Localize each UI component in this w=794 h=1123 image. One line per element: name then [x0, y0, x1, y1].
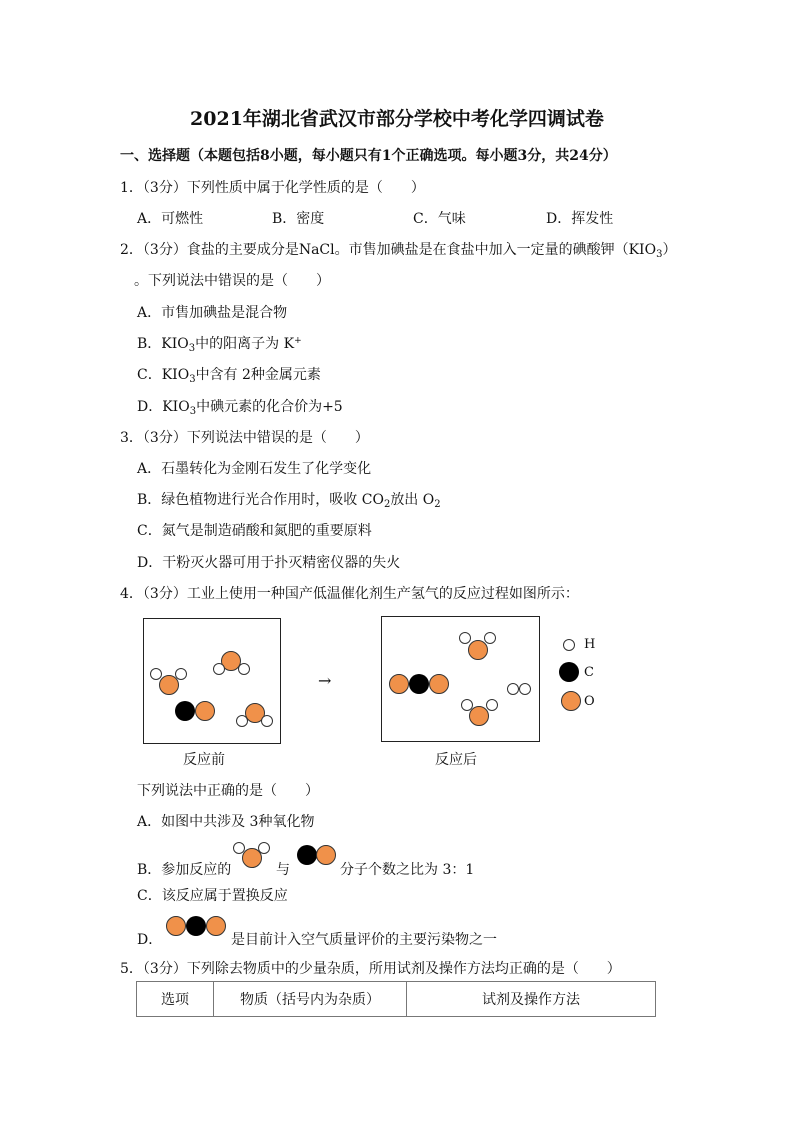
header-method: 试剂及操作方法	[407, 982, 656, 1017]
oxygen-atom	[316, 845, 336, 865]
q3-option-b[interactable]: B．绿色植物进行光合作用时，吸收 $CO_2$放出 $O_2$	[137, 492, 441, 510]
hydrogen-atom	[519, 683, 531, 695]
reaction-after-box	[381, 616, 540, 742]
carbon-atom	[409, 674, 429, 694]
oxygen-atom	[429, 674, 449, 694]
hydrogen-atom	[236, 715, 248, 727]
before-caption: 反应前	[183, 752, 225, 768]
q4-option-b-ratio: 分子个数之比为 3：1	[340, 862, 475, 878]
reaction-before-box	[143, 618, 281, 744]
q4-option-d[interactable]: D．	[137, 932, 163, 948]
hydrogen-atom	[461, 699, 473, 711]
carbon-atom	[186, 916, 206, 936]
after-caption: 反应后	[435, 752, 477, 768]
carbon-atom	[175, 701, 195, 721]
hydrogen-atom	[261, 715, 273, 727]
q2-stem: 2．（3分）食盐的主要成分是NaCl。市售加碘盐是在食盐中加入一定量的碘酸钾$(KIO_3)$	[120, 242, 677, 260]
header-option: 选项	[137, 982, 214, 1017]
q2-stem-cont: 。下列说法中错误的是（ ）	[134, 273, 330, 289]
hydrogen-atom	[486, 699, 498, 711]
q2-option-d[interactable]: D．$KIO_3$中碘元素的化合价为+5	[137, 399, 343, 417]
hydrogen-atom	[484, 632, 496, 644]
reaction-arrow: →	[318, 671, 332, 690]
oxygen-atom	[468, 640, 488, 660]
legend-carbon-icon	[559, 662, 579, 682]
q1-option-b[interactable]: B．密度	[272, 211, 325, 227]
hydrogen-atom	[213, 663, 225, 675]
oxygen-atom	[206, 916, 226, 936]
legend-hydrogen-icon	[563, 639, 575, 651]
oxygen-atom	[195, 701, 215, 721]
q2-option-a[interactable]: A．市售加碘盐是混合物	[137, 305, 288, 321]
legend-o-label: O	[584, 694, 595, 709]
legend-h-label: H	[584, 637, 596, 652]
table-header-row	[137, 982, 656, 1017]
q1-option-a[interactable]: A．可燃性	[137, 211, 204, 227]
q1-option-d[interactable]: D．挥发性	[546, 211, 614, 227]
hydrogen-atom	[175, 668, 187, 680]
q2-option-c[interactable]: C．$KIO_3$中含有 2种金属元素	[137, 367, 321, 385]
q5-stem: 5．（3分）下列除去物质中的少量杂质，所用试剂及操作方法均正确的是（ ）	[120, 961, 621, 977]
oxygen-atom	[389, 674, 409, 694]
q4-option-b[interactable]: B．参加反应的	[137, 862, 232, 878]
q1-stem: 1．（3分）下列性质中属于化学性质的是（ ）	[120, 180, 425, 196]
hydrogen-atom	[459, 632, 471, 644]
q1-option-c[interactable]: C．气味	[413, 211, 466, 227]
oxygen-atom	[242, 848, 262, 868]
q3-option-c[interactable]: C．氮气是制造硝酸和氮肥的重要原料	[137, 523, 372, 539]
q3-option-a[interactable]: A．石墨转化为金刚石发生了化学变化	[137, 461, 372, 477]
q4-prompt: 下列说法中正确的是（ ）	[137, 783, 319, 799]
q3-stem: 3．（3分）下列说法中错误的是（ ）	[120, 430, 369, 446]
q2-option-b[interactable]: B．$KIO_3$中的阳离子为 K+	[137, 336, 302, 354]
q5-table	[136, 981, 656, 1017]
section-heading: 一、选择题（本题包括8小题，每小题只有1个正确选项。每小题3分，共24分）	[120, 148, 617, 164]
q4-option-c[interactable]: C．该反应属于置换反应	[137, 888, 288, 904]
q3-option-d[interactable]: D．干粉灭火器可用于扑灭精密仪器的失火	[137, 555, 401, 571]
q4-option-a[interactable]: A．如图中共涉及 3种氧化物	[137, 814, 315, 830]
q4-option-b-and: 与	[276, 862, 290, 878]
oxygen-atom	[469, 706, 489, 726]
header-substance: 物质（括号内为杂质）	[214, 982, 407, 1017]
legend-c-label: C	[584, 665, 594, 680]
legend-oxygen-icon	[561, 691, 581, 711]
q4-option-d-text: 是目前计入空气质量评价的主要污染物之一	[231, 932, 497, 948]
oxygen-atom	[166, 916, 186, 936]
hydrogen-atom	[150, 668, 162, 680]
q4-stem: 4．（3分）工业上使用一种国产低温催化剂生产氢气的反应过程如图所示：	[120, 586, 579, 602]
hydrogen-atom	[507, 683, 519, 695]
exam-title: 2021年湖北省武汉市部分学校中考化学四调试卷	[190, 108, 604, 130]
hydrogen-atom	[238, 663, 250, 675]
carbon-atom	[297, 845, 317, 865]
